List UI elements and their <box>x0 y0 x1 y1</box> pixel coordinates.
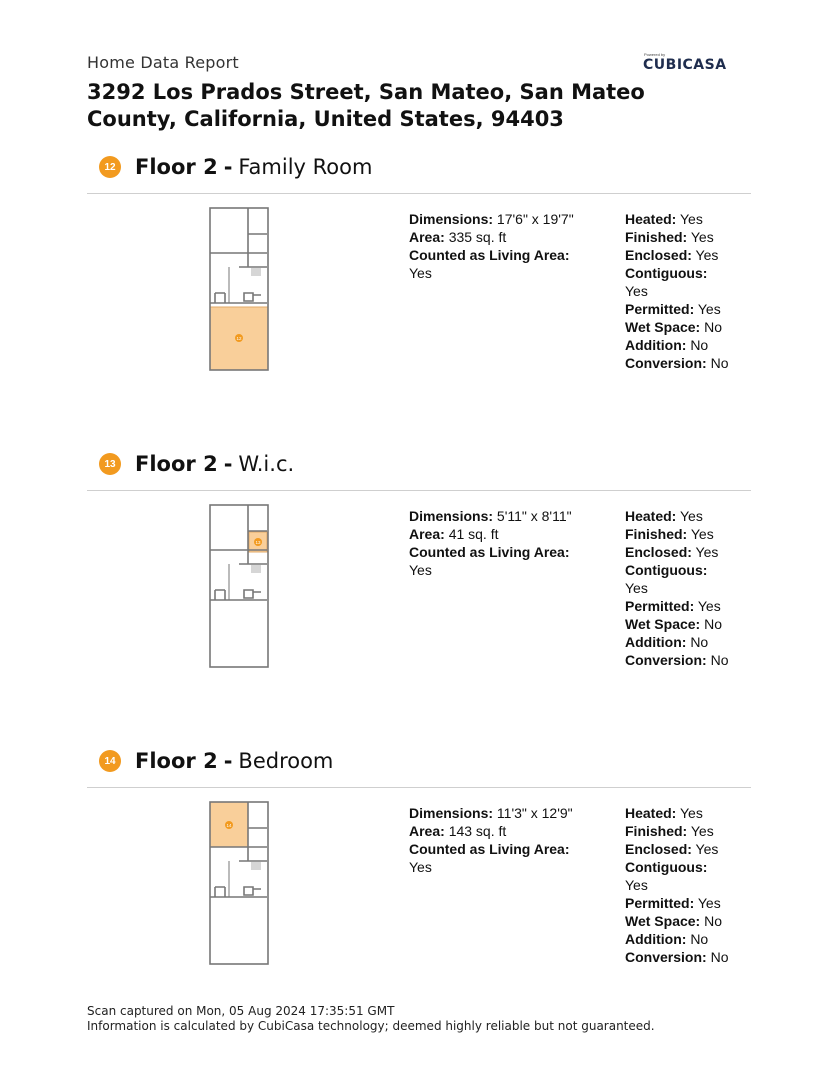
area-row: Area: 143 sq. ft <box>409 823 507 839</box>
enclosed-row: Enclosed: Yes <box>625 247 719 263</box>
room-heading <box>99 749 333 773</box>
addition-row: Addition: No <box>625 634 709 650</box>
conversion-row: Conversion: No <box>625 355 729 371</box>
room-heading <box>99 155 372 179</box>
living-area-row: Counted as Living Area: Yes <box>409 544 570 578</box>
floor-label: Floor 2 <box>135 749 218 773</box>
room-section <box>87 155 751 415</box>
floor-label: Floor 2 <box>135 155 218 179</box>
plan-room-number: 12 <box>236 335 242 341</box>
plan-walls <box>210 505 268 667</box>
heated-row: Heated: Yes <box>625 508 703 524</box>
floor-label: Floor 2 <box>135 452 218 476</box>
finished-row: Finished: Yes <box>625 823 714 839</box>
title-dash: - <box>223 749 233 773</box>
dimensions-row: Dimensions: 17'6" x 19'7" <box>409 211 574 227</box>
room-details <box>409 507 609 579</box>
room-title <box>135 452 294 476</box>
report-label: Home Data Report <box>87 53 239 72</box>
finished-row: Finished: Yes <box>625 229 714 245</box>
logo-powered-text: Powered by <box>644 52 666 57</box>
permitted-row: Permitted: Yes <box>625 895 721 911</box>
floor-plan-thumbnail <box>209 207 271 375</box>
section-divider <box>87 787 751 788</box>
disclaimer-text: Information is calculated by CubiCasa technology; deemed highly reliable but not guaranteed. <box>87 1019 655 1033</box>
wet-space-row: Wet Space: No <box>625 616 723 632</box>
room-name: Bedroom <box>238 749 334 773</box>
contiguous-row: Contiguous: Yes <box>625 265 708 299</box>
floor-plan-thumbnail <box>209 504 271 672</box>
section-divider <box>87 490 751 491</box>
property-address: 3292 Los Prados Street, San Mateo, San Mateo County, California, United States, 94403 <box>87 80 645 131</box>
title-dash: - <box>223 155 233 179</box>
conversion-row: Conversion: No <box>625 652 729 668</box>
area-row: Area: 335 sq. ft <box>409 229 507 245</box>
addition-row: Addition: No <box>625 337 709 353</box>
room-flags <box>625 804 745 966</box>
room-flags <box>625 210 745 372</box>
room-number-badge: 12 <box>99 156 121 178</box>
conversion-row: Conversion: No <box>625 949 729 965</box>
logo-brand-text: CUBICASA <box>643 57 727 73</box>
wet-space-row: Wet Space: No <box>625 913 723 929</box>
enclosed-row: Enclosed: Yes <box>625 544 719 560</box>
room-flags <box>625 507 745 669</box>
room-heading <box>99 452 294 476</box>
stairs-hatch <box>251 564 261 572</box>
plan-room-number: 14 <box>226 822 232 828</box>
plan-room-number: 13 <box>255 539 261 545</box>
permitted-row: Permitted: Yes <box>625 301 721 317</box>
title-dash: - <box>223 452 233 476</box>
area-row: Area: 41 sq. ft <box>409 526 499 542</box>
stairs-hatch <box>251 861 261 869</box>
section-divider <box>87 193 751 194</box>
heated-row: Heated: Yes <box>625 805 703 821</box>
room-section <box>87 452 751 712</box>
room-section <box>87 749 751 1009</box>
room-number-badge: 14 <box>99 750 121 772</box>
contiguous-row: Contiguous: Yes <box>625 859 708 893</box>
permitted-row: Permitted: Yes <box>625 598 721 614</box>
room-name: Family Room <box>238 155 373 179</box>
room-details <box>409 804 609 876</box>
cubicasa-logo <box>643 52 735 72</box>
room-title <box>135 155 372 179</box>
room-name: W.i.c. <box>238 452 295 476</box>
living-area-row: Counted as Living Area: Yes <box>409 247 570 281</box>
dimensions-row: Dimensions: 5'11" x 8'11" <box>409 508 572 524</box>
enclosed-row: Enclosed: Yes <box>625 841 719 857</box>
room-title <box>135 749 333 773</box>
scan-timestamp: Scan captured on Mon, 05 Aug 2024 17:35:51 GMT <box>87 1004 395 1018</box>
contiguous-row: Contiguous: Yes <box>625 562 708 596</box>
living-area-row: Counted as Living Area: Yes <box>409 841 570 875</box>
room-details <box>409 210 609 282</box>
addition-row: Addition: No <box>625 931 709 947</box>
floor-plan-thumbnail <box>209 801 271 969</box>
stairs-hatch <box>251 267 261 275</box>
heated-row: Heated: Yes <box>625 211 703 227</box>
report-footer <box>87 1004 655 1034</box>
finished-row: Finished: Yes <box>625 526 714 542</box>
wet-space-row: Wet Space: No <box>625 319 723 335</box>
room-number-badge: 13 <box>99 453 121 475</box>
dimensions-row: Dimensions: 11'3" x 12'9" <box>409 805 573 821</box>
